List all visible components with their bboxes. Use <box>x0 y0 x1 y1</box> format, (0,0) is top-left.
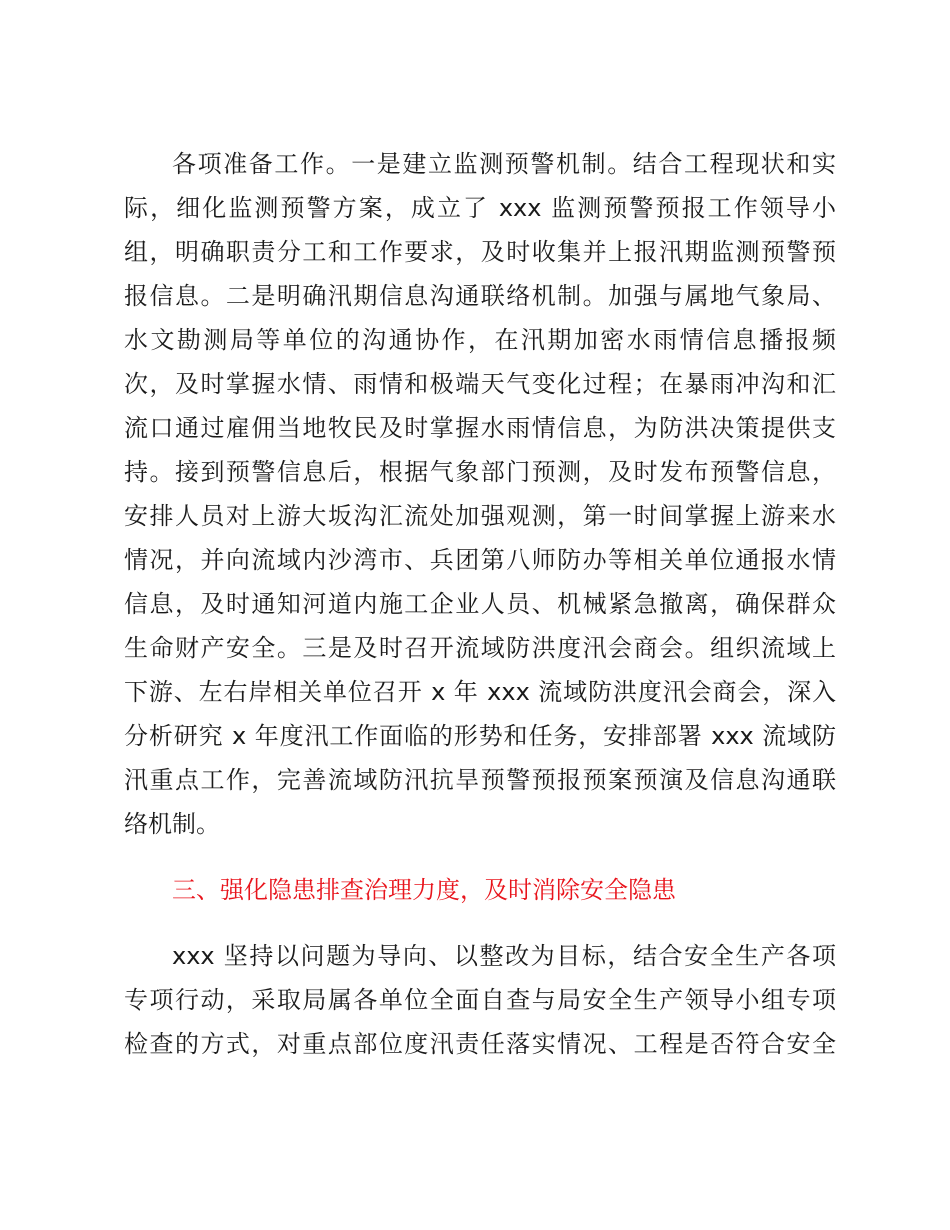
paragraph-line: 络机制。 <box>124 810 220 838</box>
paragraph-line: 生命财产安全。三是及时召开流域防洪度汛会商会。组织流域上 <box>124 634 836 662</box>
paragraph-line: 水文勘测局等单位的沟通协作，在汛期加密水雨情信息播报频 <box>124 326 836 354</box>
paragraph-line: 次，及时掌握水情、雨情和极端天气变化过程；在暴雨冲沟和汇 <box>124 370 836 398</box>
paragraph-line: 各项准备工作。一是建立监测预警机制。结合工程现状和实 <box>172 150 836 178</box>
paragraph-line: 情况，并向流域内沙湾市、兵团第八师防办等相关单位通报水情 <box>124 546 836 574</box>
paragraph-line: 际，细化监测预警方案，成立了 xxx 监测预警预报工作领导小 <box>124 194 836 222</box>
paragraph-line: 信息，及时通知河道内施工企业人员、机械紧急撤离，确保群众 <box>124 590 836 618</box>
paragraph-line: 检查的方式，对重点部位度汛责任落实情况、工程是否符合安全 <box>124 1030 836 1058</box>
paragraph-1 <box>124 142 836 846</box>
document-body <box>124 142 836 1066</box>
section-heading: 三、强化隐患排查治理力度，及时消除安全隐患 <box>172 876 676 904</box>
paragraph-line: 分析研究 x 年度汛工作面临的形势和任务，安排部署 xxx 流域防 <box>124 722 836 750</box>
paragraph-line: 汛重点工作，完善流域防汛抗旱预警预报预案预演及信息沟通联 <box>124 766 836 794</box>
paragraph-2 <box>124 934 836 1066</box>
paragraph-line: 下游、左右岸相关单位召开 x 年 xxx 流域防洪度汛会商会，深入 <box>124 678 836 706</box>
paragraph-line: xxx 坚持以问题为导向、以整改为目标，结合安全生产各项 <box>172 942 836 970</box>
paragraph-line: 安排人员对上游大坂沟汇流处加强观测，第一时间掌握上游来水 <box>124 502 836 530</box>
paragraph-line: 流口通过雇佣当地牧民及时掌握水雨情信息，为防洪决策提供支 <box>124 414 836 442</box>
paragraph-line: 报信息。二是明确汛期信息沟通联络机制。加强与属地气象局、 <box>124 282 836 310</box>
paragraph-line: 持。接到预警信息后，根据气象部门预测，及时发布预警信息， <box>124 458 836 486</box>
paragraph-line: 组，明确职责分工和工作要求，及时收集并上报汛期监测预警预 <box>124 238 836 266</box>
paragraph-line: 专项行动，采取局属各单位全面自查与局安全生产领导小组专项 <box>124 986 836 1014</box>
